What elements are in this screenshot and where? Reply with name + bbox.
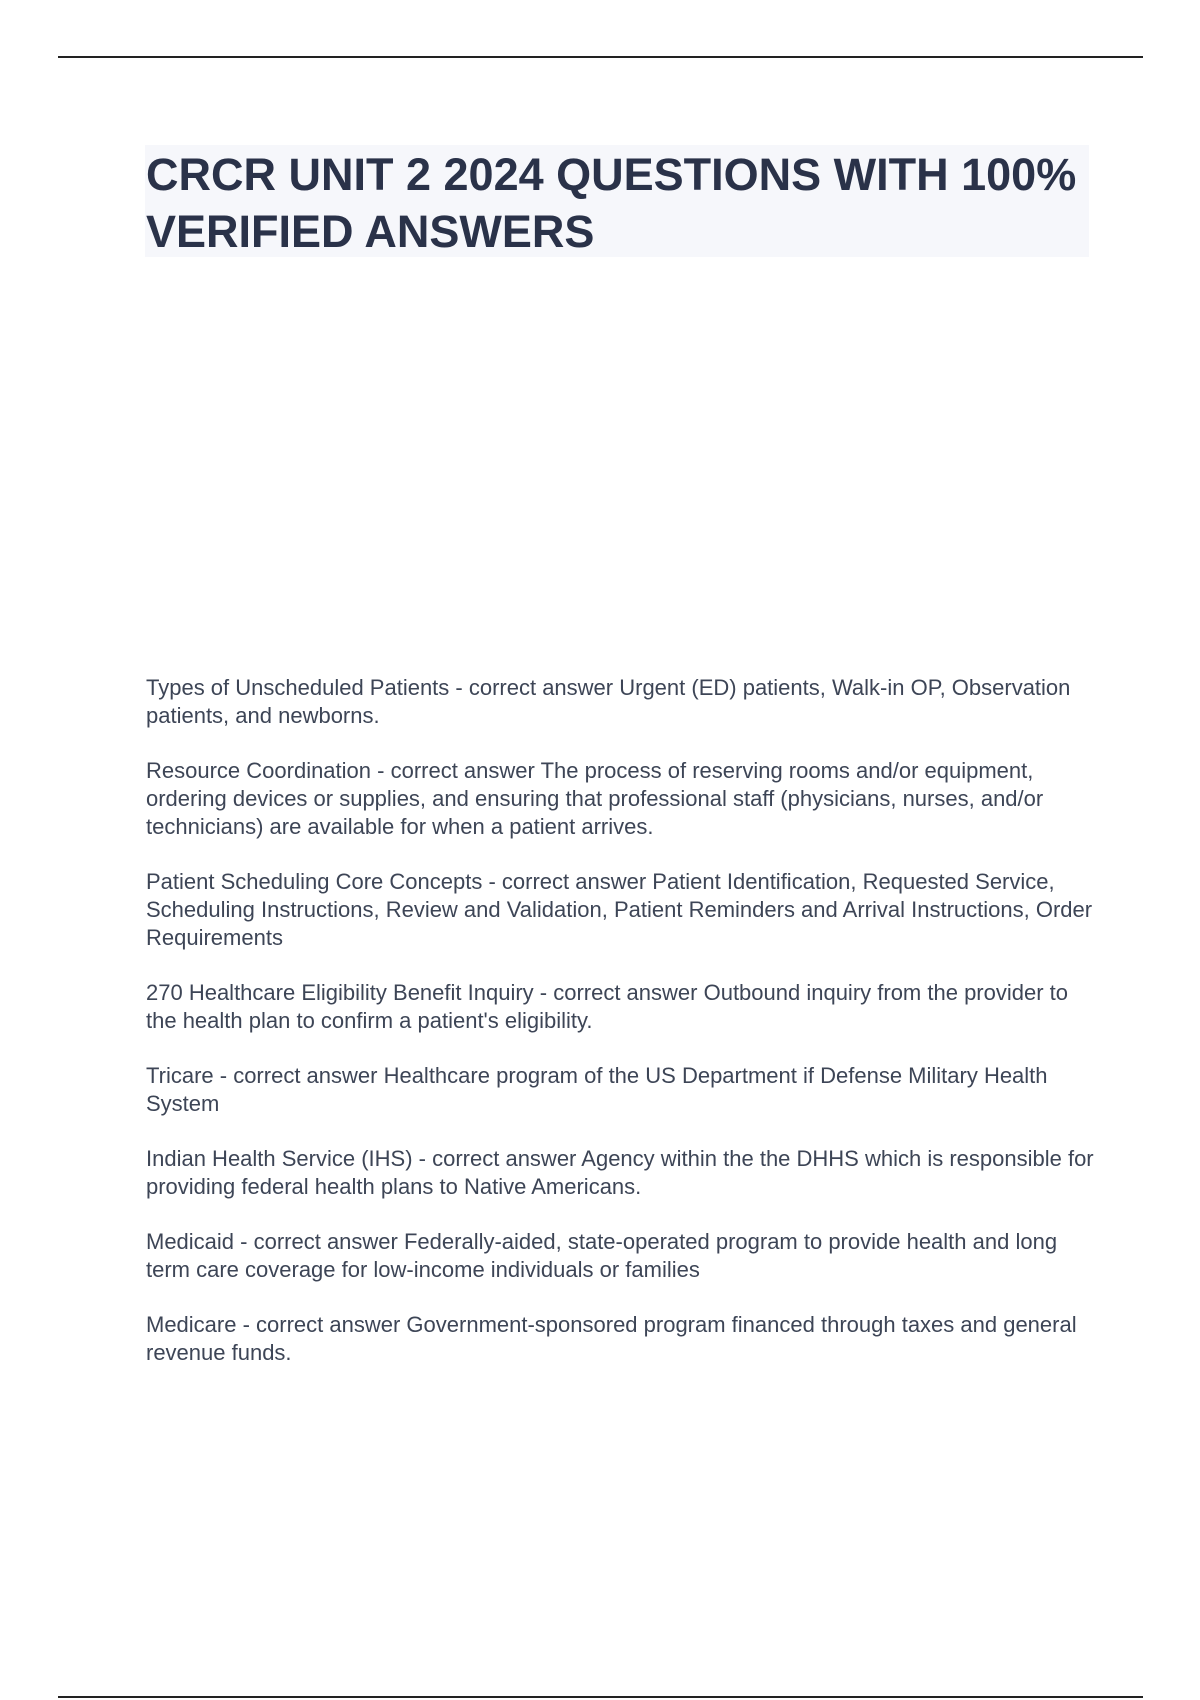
qa-answer: Federally-aided, state-operated program to provide health and long term care coverage for low-income individuals or families bbox=[146, 1229, 1058, 1282]
qa-separator: - correct answer bbox=[449, 675, 620, 700]
qa-term: Types of Unscheduled Patients bbox=[146, 675, 450, 700]
qa-separator: - correct answer bbox=[213, 1063, 384, 1088]
qa-answer: Government-sponsored program financed through taxes and general revenue funds. bbox=[146, 1312, 1077, 1365]
qa-entry bbox=[146, 868, 1096, 952]
qa-term: Indian Health Service (IHS) bbox=[146, 1146, 413, 1171]
qa-separator: - correct answer bbox=[533, 980, 704, 1005]
document-title: CRCR UNIT 2 2024 QUESTIONS WITH 100% VERIFIED ANSWERS bbox=[146, 149, 1077, 257]
top-divider bbox=[58, 56, 1143, 58]
qa-entry bbox=[146, 1311, 1096, 1367]
qa-entry bbox=[146, 979, 1096, 1035]
qa-entry bbox=[146, 674, 1096, 730]
qa-answer: Agency within the the DHHS which is responsible for providing federal health plans to Native Americans. bbox=[146, 1146, 1094, 1199]
qa-answer: Outbound inquiry from the provider to the health plan to confirm a patient's eligibility. bbox=[146, 980, 1069, 1033]
qa-separator: - correct answer bbox=[371, 758, 541, 783]
qa-term: Medicare bbox=[146, 1312, 237, 1337]
qa-separator: - correct answer bbox=[236, 1312, 407, 1337]
qa-term: Tricare bbox=[146, 1063, 214, 1088]
qa-term: 270 Healthcare Eligibility Benefit Inquiry bbox=[146, 980, 534, 1005]
qa-answer: Healthcare program of the US Department if Defense Military Health System bbox=[146, 1063, 1048, 1116]
qa-term: Patient Scheduling Core Concepts bbox=[146, 869, 483, 894]
qa-answer: Patient Identification, Requested Service, Scheduling Instructions, Review and Validation, Patient Reminders and Arrival Instructions, Order Requirements bbox=[146, 869, 1093, 950]
qa-entry bbox=[146, 1062, 1096, 1118]
qa-answer: The process of reserving rooms and/or equipment, ordering devices or supplies, and ensuring that professional staff (physicians, nurses, and/or technicians) are available for when a patient arrives. bbox=[146, 758, 1044, 839]
qa-entry bbox=[146, 1228, 1096, 1284]
qa-entry bbox=[146, 1145, 1096, 1201]
qa-separator: - correct answer bbox=[234, 1229, 404, 1254]
qa-term: Medicaid bbox=[146, 1229, 235, 1254]
qa-separator: - correct answer bbox=[482, 869, 653, 894]
qa-list bbox=[146, 674, 1096, 1394]
qa-entry bbox=[146, 757, 1096, 841]
bottom-divider bbox=[58, 1696, 1143, 1698]
qa-term: Resource Coordination bbox=[146, 758, 372, 783]
qa-separator: - correct answer bbox=[412, 1146, 582, 1171]
qa-answer: Urgent (ED) patients, Walk-in OP, Observation patients, and newborns. bbox=[146, 675, 1071, 728]
